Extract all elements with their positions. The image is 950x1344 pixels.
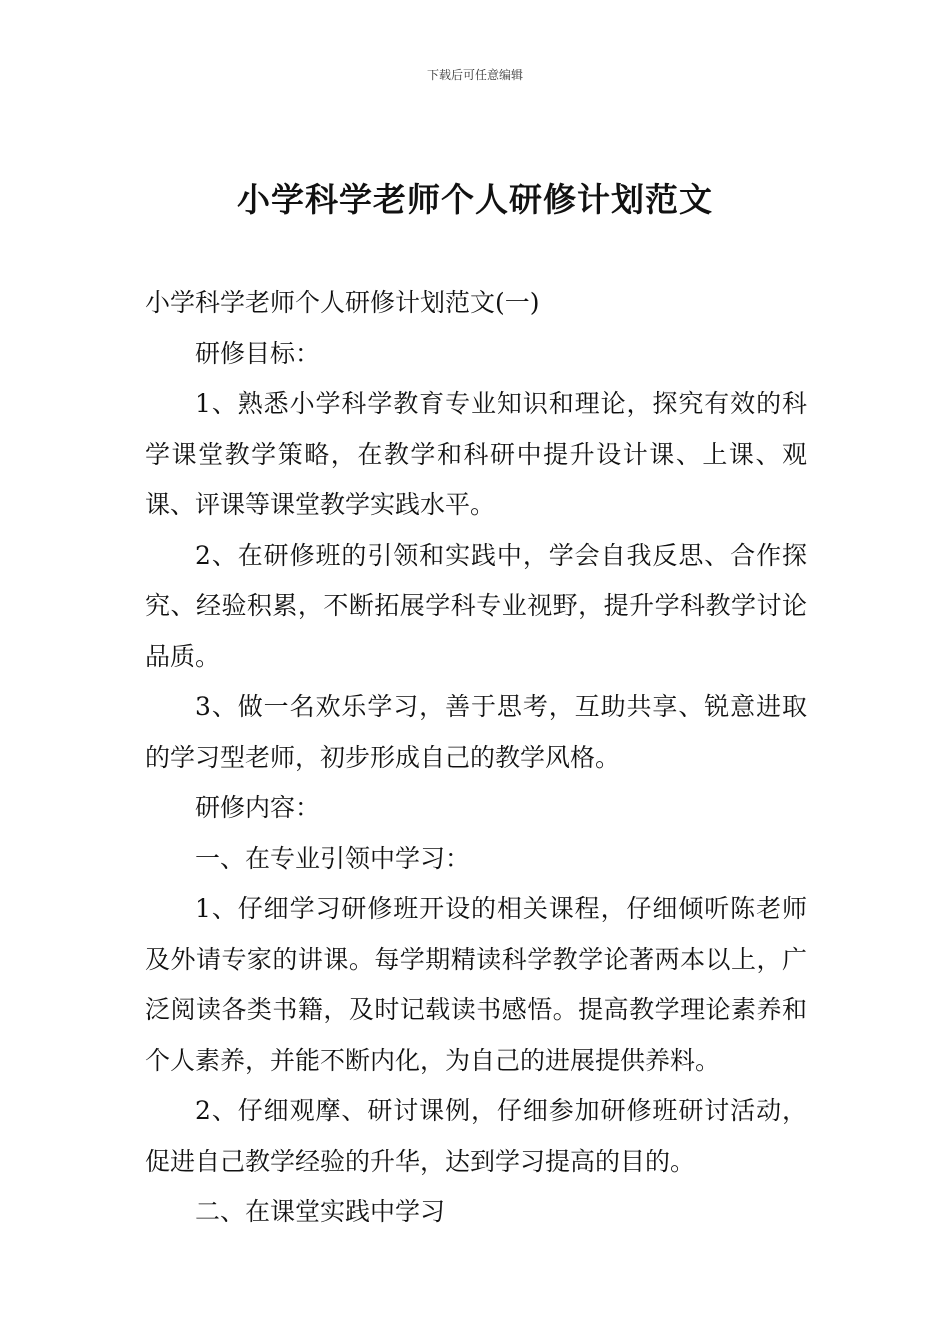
paragraph-goal-2: 2、在研修班的引领和实践中，学会自我反思、合作探究、经验积累，不断拓展学科专业视野，提升学科教学讨论品质。 — [145, 540, 807, 671]
section-heading: 小学科学老师个人研修计划范文(一) — [145, 288, 540, 317]
paragraph-content-1: 1、仔细学习研修班开设的相关课程，仔细倾听陈老师及外请专家的讲课。每学期精读科学教学论著两本以上，广泛阅读各类书籍，及时记载读书感悟。提高教学理论素养和个人素养，并能不断内化，为自己的进展提供养料。 — [145, 894, 807, 1075]
header-note: 下载后可任意编辑 — [426, 68, 523, 82]
paragraph-subsection-1: 一、在专业引领中学习： — [195, 843, 471, 873]
paragraph-goals-label: 研修目标： — [195, 338, 321, 368]
paragraph-subsection-2: 二、在课堂实践中学习 — [195, 1197, 446, 1226]
document-body — [145, 278, 807, 1238]
paragraph-content-label: 研修内容： — [195, 793, 321, 822]
paragraph-goal-1: 1、熟悉小学科学教育专业知识和理论，探究有效的科学课堂教学策略，在教学和科研中提升设计课、上课、观课、评课等课堂教学实践水平。 — [145, 389, 807, 519]
paragraph-goal-3: 3、做一名欢乐学习，善于思考，互助共享、锐意进取的学习型老师，初步形成自己的教学风格。 — [145, 692, 807, 772]
document-title: 小学科学老师个人研修计划范文 — [237, 180, 713, 219]
paragraph-content-2: 2、仔细观摩、研讨课例，仔细参加研修班研讨活动，促进自己教学经验的升华，达到学习提高的目的。 — [145, 1096, 807, 1176]
